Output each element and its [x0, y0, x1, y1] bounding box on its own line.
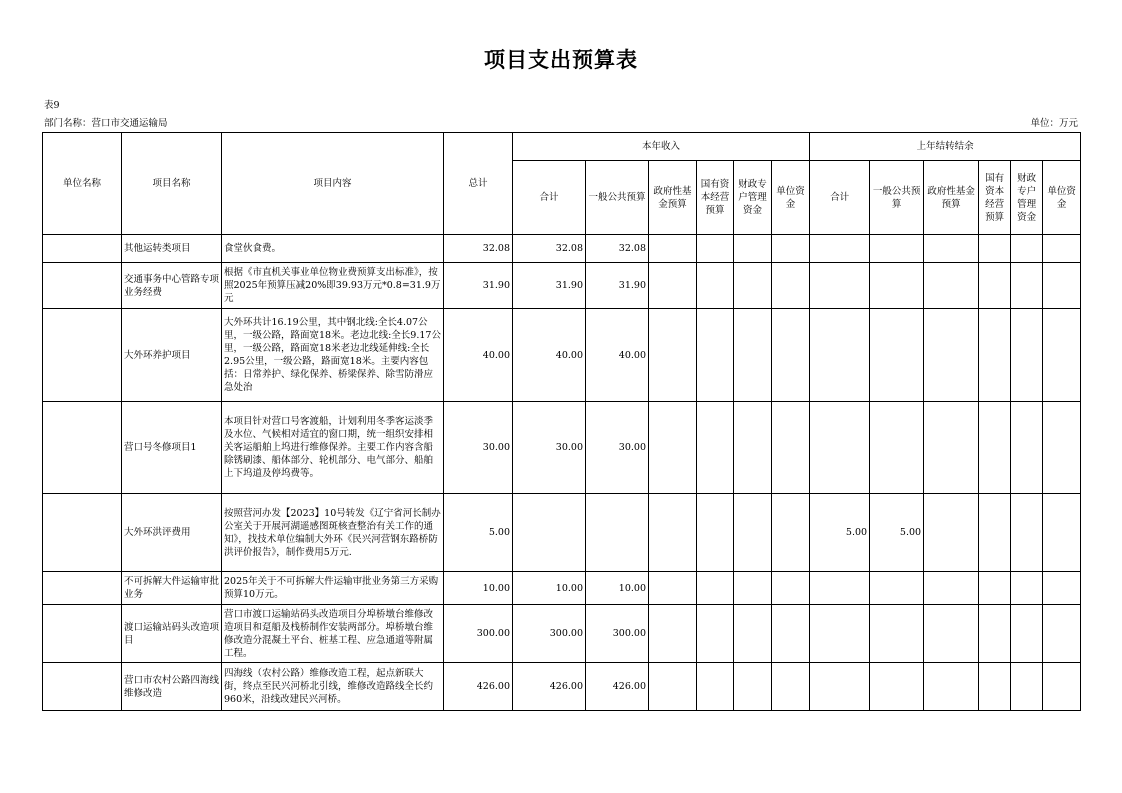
header-co-fiscal-special: 财政专户管理资金: [1011, 161, 1043, 235]
carryover-total-cell: [810, 572, 870, 605]
carryover-fiscal-special-cell: [1011, 402, 1043, 494]
current-unit-fund-cell: [772, 235, 810, 263]
current-fiscal-special-cell: [734, 572, 772, 605]
header-co-state-capital: 国有资本经营预算: [979, 161, 1011, 235]
header-cur-general: 一般公共预算: [586, 161, 649, 235]
carryover-general-budget-cell: [870, 309, 924, 402]
table-number: 表9: [44, 100, 60, 111]
table-row: [43, 663, 1081, 711]
header-carryover: 上年结转结余: [810, 133, 1081, 161]
current-gov-fund-cell: [649, 605, 697, 663]
carryover-state-capital-cell: [979, 263, 1011, 309]
project-content-cell: 食堂伙食费。: [222, 235, 444, 263]
carryover-general-budget-cell: [870, 572, 924, 605]
header-cur-fiscal-special: 财政专户管理资金: [734, 161, 772, 235]
current-gov-fund-cell: [649, 494, 697, 572]
carryover-fiscal-special-cell: [1011, 309, 1043, 402]
current-fiscal-special-cell: [734, 494, 772, 572]
current-state-capital-cell: [697, 309, 734, 402]
current-unit-fund-cell: [772, 263, 810, 309]
table-row: [43, 605, 1081, 663]
unit-name-cell: [43, 263, 122, 309]
current-general-budget-cell: 300.00: [586, 605, 649, 663]
current-state-capital-cell: [697, 663, 734, 711]
project-content-cell: 大外环共计16.19公里，其中钢北线:全长4.07公里，一级公路，路面宽18米。老边北线:全长9.17公里，一级公路，路面宽18米老边北线延伸线:全长2.95公里，一级公路，路面宽18米。主要内容包括：日常养护、绿化保养、桥梁保养、除雪防滑应急处治: [222, 309, 444, 402]
current-fiscal-special-cell: [734, 263, 772, 309]
carryover-fiscal-special-cell: [1011, 605, 1043, 663]
current-general-budget-cell: 10.00: [586, 572, 649, 605]
unit-name-cell: [43, 572, 122, 605]
current-gov-fund-cell: [649, 309, 697, 402]
carryover-state-capital-cell: [979, 605, 1011, 663]
total-cell: 31.90: [444, 263, 513, 309]
unit-name-cell: [43, 235, 122, 263]
current-state-capital-cell: [697, 494, 734, 572]
table-row: [43, 494, 1081, 572]
current-total-cell: [513, 494, 586, 572]
current-unit-fund-cell: [772, 494, 810, 572]
project-name-cell: 营口市农村公路四海线维修改造: [122, 663, 222, 711]
carryover-unit-fund-cell: [1043, 605, 1081, 663]
table-row: [43, 309, 1081, 402]
project-name-cell: 大外环养护项目: [122, 309, 222, 402]
current-total-cell: 300.00: [513, 605, 586, 663]
current-total-cell: 31.90: [513, 263, 586, 309]
carryover-total-cell: [810, 605, 870, 663]
project-content-cell: 营口市渡口运输站码头改造项目分埠桥墩台维修改造项目和趸船及栈桥制作安装两部分。埠桥墩台维修改造分混凝土平台、桩基工程、应急通道等附属工程。: [222, 605, 444, 663]
carryover-gov-fund-cell: [924, 663, 979, 711]
carryover-total-cell: 5.00: [810, 494, 870, 572]
header-cur-state-capital: 国有资本经营预算: [697, 161, 734, 235]
current-unit-fund-cell: [772, 402, 810, 494]
carryover-general-budget-cell: 5.00: [870, 494, 924, 572]
project-name-cell: 其他运转类项目: [122, 235, 222, 263]
current-general-budget-cell: 31.90: [586, 263, 649, 309]
current-fiscal-special-cell: [734, 605, 772, 663]
project-content-cell: 本项目针对营口号客渡船，计划利用冬季客运淡季及水位、气候相对适宜的窗口期，统一组织安排相关客运船舶上坞进行维修保养。主要工作内容含船除锈刷漆、船体部分、轮机部分、电气部分、船舶上下坞道及停坞费等。: [222, 402, 444, 494]
header-cur-total: 合计: [513, 161, 586, 235]
carryover-unit-fund-cell: [1043, 309, 1081, 402]
current-unit-fund-cell: [772, 605, 810, 663]
carryover-general-budget-cell: [870, 663, 924, 711]
unit-name-cell: [43, 309, 122, 402]
header-unit-name: 单位名称: [43, 133, 122, 235]
current-state-capital-cell: [697, 235, 734, 263]
carryover-gov-fund-cell: [924, 494, 979, 572]
current-general-budget-cell: 426.00: [586, 663, 649, 711]
carryover-total-cell: [810, 263, 870, 309]
department-name: 部门名称：营口市交通运输局: [44, 118, 168, 129]
carryover-unit-fund-cell: [1043, 263, 1081, 309]
current-gov-fund-cell: [649, 402, 697, 494]
header-current-income: 本年收入: [513, 133, 810, 161]
current-gov-fund-cell: [649, 235, 697, 263]
unit-label: 单位：万元: [1030, 118, 1078, 129]
carryover-unit-fund-cell: [1043, 402, 1081, 494]
header-project-name: 项目名称: [122, 133, 222, 235]
current-state-capital-cell: [697, 572, 734, 605]
total-cell: 426.00: [444, 663, 513, 711]
current-fiscal-special-cell: [734, 309, 772, 402]
carryover-total-cell: [810, 235, 870, 263]
carryover-unit-fund-cell: [1043, 235, 1081, 263]
total-cell: 5.00: [444, 494, 513, 572]
carryover-state-capital-cell: [979, 309, 1011, 402]
carryover-fiscal-special-cell: [1011, 572, 1043, 605]
table-row: [43, 235, 1081, 263]
total-cell: 32.08: [444, 235, 513, 263]
current-general-budget-cell: 32.08: [586, 235, 649, 263]
header-co-general: 一般公共预算: [870, 161, 924, 235]
carryover-fiscal-special-cell: [1011, 663, 1043, 711]
current-fiscal-special-cell: [734, 402, 772, 494]
current-gov-fund-cell: [649, 572, 697, 605]
project-name-cell: 交通事务中心管路专项业务经费: [122, 263, 222, 309]
carryover-total-cell: [810, 309, 870, 402]
current-total-cell: 32.08: [513, 235, 586, 263]
page-title: 项目支出预算表: [484, 48, 638, 72]
carryover-state-capital-cell: [979, 402, 1011, 494]
current-general-budget-cell: 30.00: [586, 402, 649, 494]
current-state-capital-cell: [697, 605, 734, 663]
project-content-cell: 根据《市直机关事业单位物业费预算支出标准》，按照2025年预算压减20%即39.93万元*0.8=31.9万元: [222, 263, 444, 309]
carryover-general-budget-cell: [870, 235, 924, 263]
carryover-gov-fund-cell: [924, 235, 979, 263]
carryover-unit-fund-cell: [1043, 494, 1081, 572]
header-co-total: 合计: [810, 161, 870, 235]
total-cell: 40.00: [444, 309, 513, 402]
header-cur-gov-fund: 政府性基金预算: [649, 161, 697, 235]
current-state-capital-cell: [697, 402, 734, 494]
carryover-unit-fund-cell: [1043, 572, 1081, 605]
current-general-budget-cell: [586, 494, 649, 572]
project-content-cell: 2025年关于不可拆解大件运输审批业务第三方采购预算10万元。: [222, 572, 444, 605]
project-name-cell: 营口号冬修项目1: [122, 402, 222, 494]
current-state-capital-cell: [697, 263, 734, 309]
unit-name-cell: [43, 402, 122, 494]
carryover-unit-fund-cell: [1043, 663, 1081, 711]
current-fiscal-special-cell: [734, 235, 772, 263]
current-gov-fund-cell: [649, 663, 697, 711]
current-total-cell: 30.00: [513, 402, 586, 494]
carryover-gov-fund-cell: [924, 605, 979, 663]
total-cell: 30.00: [444, 402, 513, 494]
header-co-unit-fund: 单位资金: [1043, 161, 1081, 235]
carryover-state-capital-cell: [979, 663, 1011, 711]
current-gov-fund-cell: [649, 263, 697, 309]
current-total-cell: 426.00: [513, 663, 586, 711]
current-unit-fund-cell: [772, 572, 810, 605]
total-cell: 300.00: [444, 605, 513, 663]
unit-name-cell: [43, 663, 122, 711]
current-unit-fund-cell: [772, 663, 810, 711]
header-project-content: 项目内容: [222, 133, 444, 235]
project-name-cell: 大外环洪评费用: [122, 494, 222, 572]
header-cur-unit-fund: 单位资金: [772, 161, 810, 235]
project-content-cell: 按照营河办发【2023】10号转发《辽宁省河长制办公室关于开展河湖遥感图斑核查整治有关工作的通知》，找技术单位编制大外环《民兴河营钢东路桥防洪评价报告》，制作费用5万元.: [222, 494, 444, 572]
carryover-gov-fund-cell: [924, 572, 979, 605]
project-content-cell: 四海线（农村公路）维修改造工程，起点新联大街，终点至民兴河桥北引线，维修改造路线全长约960米，沿线改建民兴河桥。: [222, 663, 444, 711]
current-total-cell: 10.00: [513, 572, 586, 605]
project-name-cell: 渡口运输站码头改造项目: [122, 605, 222, 663]
table-row: [43, 572, 1081, 605]
carryover-total-cell: [810, 663, 870, 711]
carryover-gov-fund-cell: [924, 402, 979, 494]
current-general-budget-cell: 40.00: [586, 309, 649, 402]
carryover-gov-fund-cell: [924, 309, 979, 402]
carryover-fiscal-special-cell: [1011, 263, 1043, 309]
carryover-state-capital-cell: [979, 494, 1011, 572]
carryover-state-capital-cell: [979, 235, 1011, 263]
carryover-general-budget-cell: [870, 605, 924, 663]
header-co-gov-fund: 政府性基金预算: [924, 161, 979, 235]
total-cell: 10.00: [444, 572, 513, 605]
header-total: 总计: [444, 133, 513, 235]
current-unit-fund-cell: [772, 309, 810, 402]
carryover-general-budget-cell: [870, 402, 924, 494]
carryover-fiscal-special-cell: [1011, 235, 1043, 263]
table-row: [43, 402, 1081, 494]
carryover-general-budget-cell: [870, 263, 924, 309]
unit-name-cell: [43, 494, 122, 572]
carryover-state-capital-cell: [979, 572, 1011, 605]
budget-table: [42, 132, 1081, 711]
carryover-total-cell: [810, 402, 870, 494]
current-fiscal-special-cell: [734, 663, 772, 711]
current-total-cell: 40.00: [513, 309, 586, 402]
unit-name-cell: [43, 605, 122, 663]
project-name-cell: 不可拆解大件运输审批业务: [122, 572, 222, 605]
carryover-fiscal-special-cell: [1011, 494, 1043, 572]
carryover-gov-fund-cell: [924, 263, 979, 309]
table-row: [43, 263, 1081, 309]
